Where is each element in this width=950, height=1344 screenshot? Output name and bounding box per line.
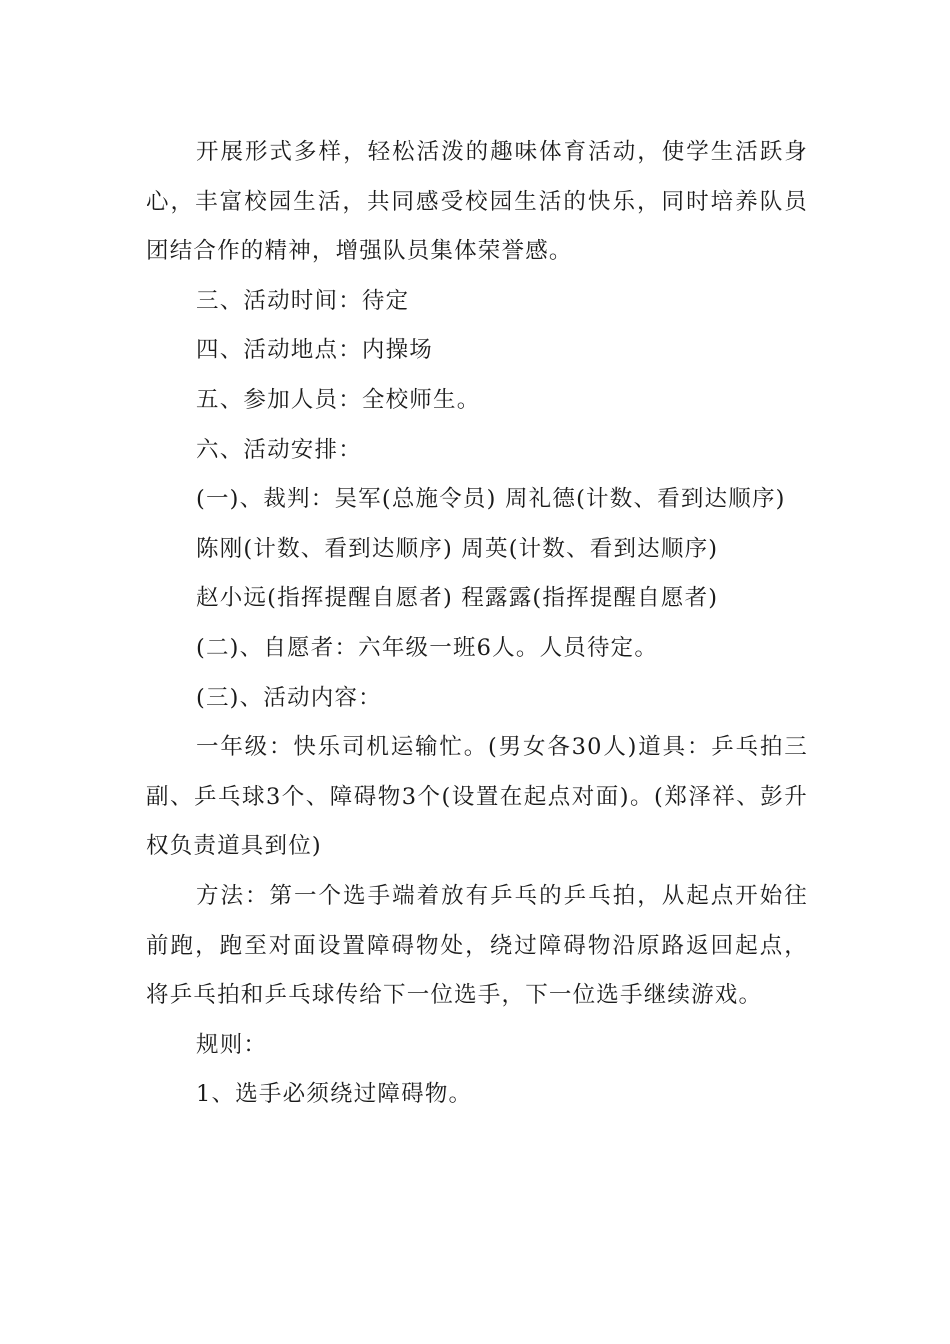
paragraph-arrangement-heading: 六、活动安排： xyxy=(196,436,362,463)
paragraph-referees: (一)、裁判：吴军(总施令员) 周礼德(计数、看到达顺序) xyxy=(196,486,786,513)
paragraph-rule-1: 1、选手必须绕过障碍物。 xyxy=(196,1081,473,1108)
paragraph-referees-3: 赵小远(指挥提醒自愿者) 程露露(指挥提醒自愿者) xyxy=(196,585,719,612)
paragraph-referees-2: 陈刚(计数、看到达顺序) 周英(计数、看到达顺序) xyxy=(196,535,719,562)
paragraph-activity-time: 三、活动时间：待定 xyxy=(196,287,410,314)
paragraph-content-heading: (三)、活动内容： xyxy=(196,684,382,711)
paragraph-activity-location: 四、活动地点：内操场 xyxy=(196,337,434,364)
paragraph-participants: 五、参加人员：全校师生。 xyxy=(196,386,481,413)
paragraph-grade-one: 一年级：快乐司机运输忙。(男女各30人)道具：乒乓拍三副、乒乓球3个、障碍物3个(设置在起点对面)。(郑泽祥、彭升权负责道具到位) xyxy=(146,734,808,860)
paragraph-rules-heading: 规则： xyxy=(196,1031,268,1058)
paragraph-volunteers: (二)、自愿者：六年级一班6人。人员待定。 xyxy=(196,634,659,661)
document-page xyxy=(146,128,808,1120)
paragraph-purpose: 开展形式多样，轻松活泼的趣味体育活动，使学生活跃身心，丰富校园生活，共同感受校园生活的快乐，同时培养队员团结合作的精神，增强队员集体荣誉感。 xyxy=(146,139,808,265)
paragraph-method: 方法：第一个选手端着放有乒乓的乒乓拍，从起点开始往前跑，跑至对面设置障碍物处，绕过障碍物沿原路返回起点，将乒乓拍和乒乓球传给下一位选手，下一位选手继续游戏。 xyxy=(146,882,808,1009)
